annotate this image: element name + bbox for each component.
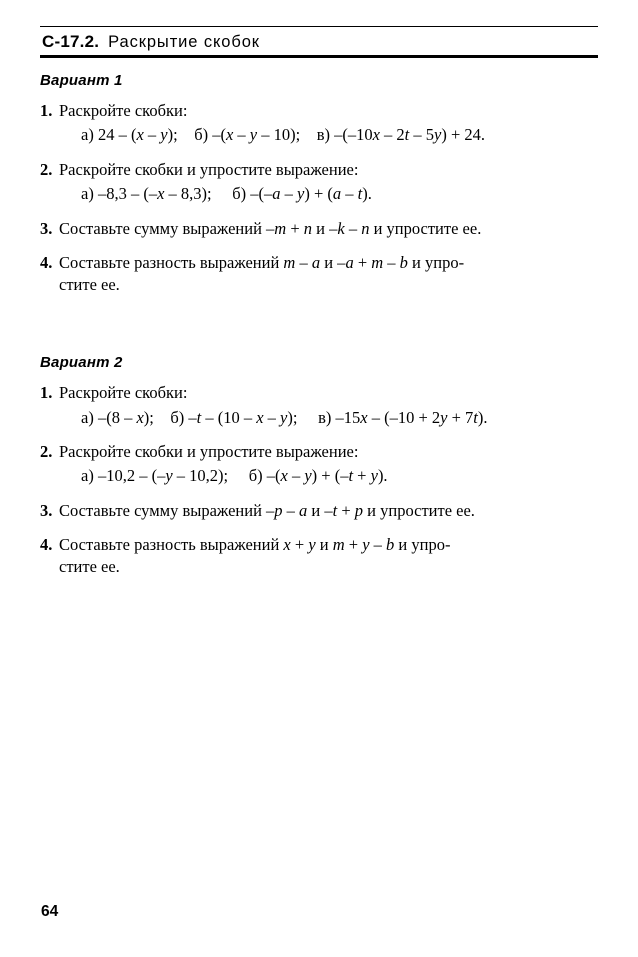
problem-number: 2.	[40, 159, 53, 179]
variant-block-2	[40, 354, 600, 577]
problem-subitems: а) 24 – (x – y); б) –(x – y – 10); в) –(–10x – 2t – 5y) + 24.	[81, 125, 486, 145]
section-header	[40, 26, 598, 58]
variant-heading: Вариант 1	[40, 72, 123, 89]
problem-number: 3.	[40, 218, 53, 238]
problem-item	[40, 534, 600, 577]
problem-number: 2.	[40, 441, 53, 461]
problem-statement: Раскройте скобки:	[59, 101, 188, 120]
problem-statement-continued: стите ее.	[59, 274, 120, 294]
section-code: С-17.2.	[42, 32, 100, 51]
problem-item	[40, 218, 600, 239]
problem-statement: Составьте разность выражений m – a и –a + m – b и упро-	[59, 253, 465, 273]
page-number: 64	[41, 903, 59, 920]
problem-number: 1.	[40, 101, 53, 120]
problem-number: 1.	[40, 383, 53, 403]
problem-body	[59, 500, 600, 521]
problem-item	[40, 500, 600, 521]
problem-subitems: а) –8,3 – (–x – 8,3); б) –(–a – y) + (a – t).	[81, 184, 372, 204]
problem-body	[59, 159, 600, 205]
problem-subitems: а) –(8 – x); б) –t – (10 – x – y); в) –15x – (–10 + 2y + 7t).	[81, 407, 488, 427]
problem-statement: Составьте сумму выражений –p – a и –t + p и упростите ее.	[59, 500, 475, 520]
problem-body	[59, 218, 600, 239]
problem-statement: Раскройте скобки:	[59, 383, 188, 403]
problem-subitems: а) –10,2 – (–y – 10,2); б) –(x – y) + (–t + y).	[81, 466, 388, 486]
problem-body	[59, 382, 600, 428]
problem-statement: Составьте разность выражений x + y и m + y – b и упро-	[59, 535, 451, 555]
page-title: Раскрытие скобок	[108, 33, 260, 51]
problem-statement: Раскройте скобки и упростите выражение:	[59, 159, 359, 179]
variant-separator	[40, 308, 600, 354]
header-title-row	[40, 27, 598, 55]
problem-statement-continued: стите ее.	[59, 556, 120, 576]
problem-item	[40, 382, 600, 428]
variant-block-1	[40, 72, 600, 295]
problem-body	[59, 441, 600, 487]
header-rule-bottom	[40, 55, 598, 58]
problem-statement: Составьте сумму выражений –m + n и –k – n и упростите ее.	[59, 218, 482, 238]
problem-body	[59, 100, 600, 146]
problem-item	[40, 441, 600, 487]
document-content	[40, 72, 600, 590]
problem-item	[40, 100, 600, 146]
problem-item	[40, 252, 600, 295]
problem-number: 4.	[40, 535, 53, 555]
problem-number: 4.	[40, 253, 53, 273]
problem-body	[59, 252, 600, 295]
problem-statement: Раскройте скобки и упростите выражение:	[59, 441, 359, 461]
problem-item	[40, 159, 600, 205]
variant-heading: Вариант 2	[40, 354, 123, 372]
problem-body	[59, 534, 600, 577]
problem-number: 3.	[40, 500, 53, 520]
